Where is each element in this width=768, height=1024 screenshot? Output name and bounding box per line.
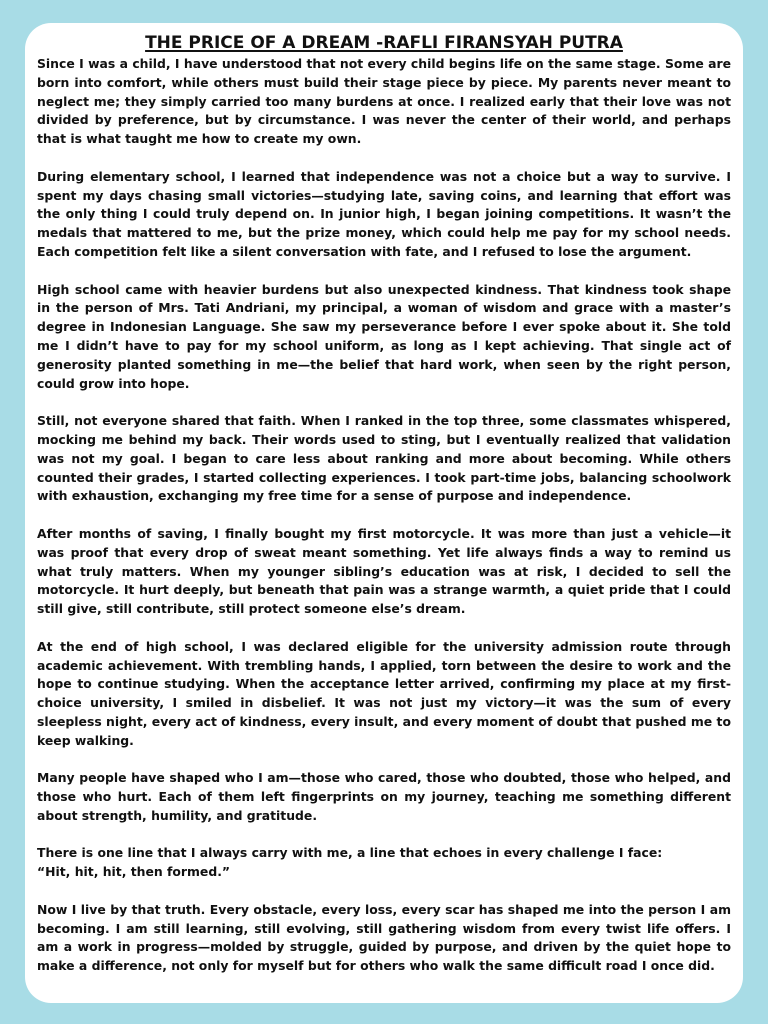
paragraph-6: At the end of high school, I was declared eligible for the university admission route through academic achievement. With trembling hands, I applied, torn between the desire to work and the hope to continue studying. When the acceptance letter arrived, confirming my place at my first-choice university, I smiled in disbelief. It was not just my victory—it was the sum of every sleepless night, every act of kindness, every insult, and every moment of doubt that pushed me to keep walking.: [37, 638, 731, 748]
paragraph-1: Since I was a child, I have understood that not every child begins life on the same stage. Some are born into comfort, while others must build their stage piece by piece. My parents never meant to neglect me; they simply carried too many burdens at once. I realized early that their love was not divided by preference, but by circumstance. I was never the center of their world, and perhaps that is what taught me how to create my own.: [37, 56, 731, 147]
paragraph-7: Many people have shaped who I am—those who cared, those who doubted, those who helped, and those who hurt. Each of them left fingerprints on my journey, teaching me something different about strength, humility, and gratitude.: [37, 770, 731, 823]
quote-intro: There is one line that I always carry with me, a line that echoes in every challenge I face:: [37, 845, 663, 861]
quote-paragraph: [37, 844, 731, 882]
paragraph-3: High school came with heavier burdens but also unexpected kindness. That kindness took shape in the person of Mrs. Tati Andriani, my principal, a woman of wisdom and grace with a master’s degree in Indonesian Language. She saw my perseverance before I ever spoke about it. She told me I didn’t have to pay for my school uniform, as long as I kept achieving. That single act of generosity planted something in me—the belief that hard work, when seen by the right person, could grow into hope.: [37, 281, 731, 391]
closing-paragraph: Now I live by that truth. Every obstacle, every loss, every scar has shaped me into the person I am becoming. I am still learning, still evolving, still gathering wisdom from every twist life offers. I am a work in progress—molded by struggle, guided by purpose, and driven by the quiet hope to make a difference, not only for myself but for others who walk the same difficult road I once did.: [37, 901, 731, 974]
essay-title: [25, 33, 743, 53]
paragraph-2: During elementary school, I learned that independence was not a choice but a way to survive. I spent my days chasing small victories—studying late, saving coins, and learning that effort was the only thing I could truly depend on. In junior high, I began joining competitions. It wasn’t the medals that mattered to me, but the prize money, which could help me pay for my school needs. Each competition felt like a silent conversation with fate, and I refused to lose the argument.: [37, 168, 731, 259]
essay-card: [25, 23, 743, 1003]
essay-title-text: THE PRICE OF A DREAM -RAFLI FIRANSYAH PUTRA: [145, 33, 623, 53]
quote-line: “Hit, hit, hit, then formed.”: [37, 864, 231, 880]
paragraph-5: After months of saving, I finally bought my first motorcycle. It was more than just a vehicle—it was proof that every drop of sweat meant something. Yet life always finds a way to remind us what truly matters. When my younger sibling’s education was at risk, I decided to sell the motorcycle. It hurt deeply, but beneath that pain was a strange warmth, a quiet pride that I could still give, still contribute, still protect someone else’s dream.: [37, 525, 731, 617]
essay-body: [37, 55, 731, 995]
paragraph-4: Still, not everyone shared that faith. When I ranked in the top three, some classmates whispered, mocking me behind my back. Their words used to sting, but I eventually realized that validation was not my goal. I began to care less about ranking and more about becoming. While others counted their grades, I started collecting experiences. I took part-time jobs, balancing schoolwork with exhaustion, exchanging my free time for a sense of purpose and independence.: [37, 413, 731, 504]
